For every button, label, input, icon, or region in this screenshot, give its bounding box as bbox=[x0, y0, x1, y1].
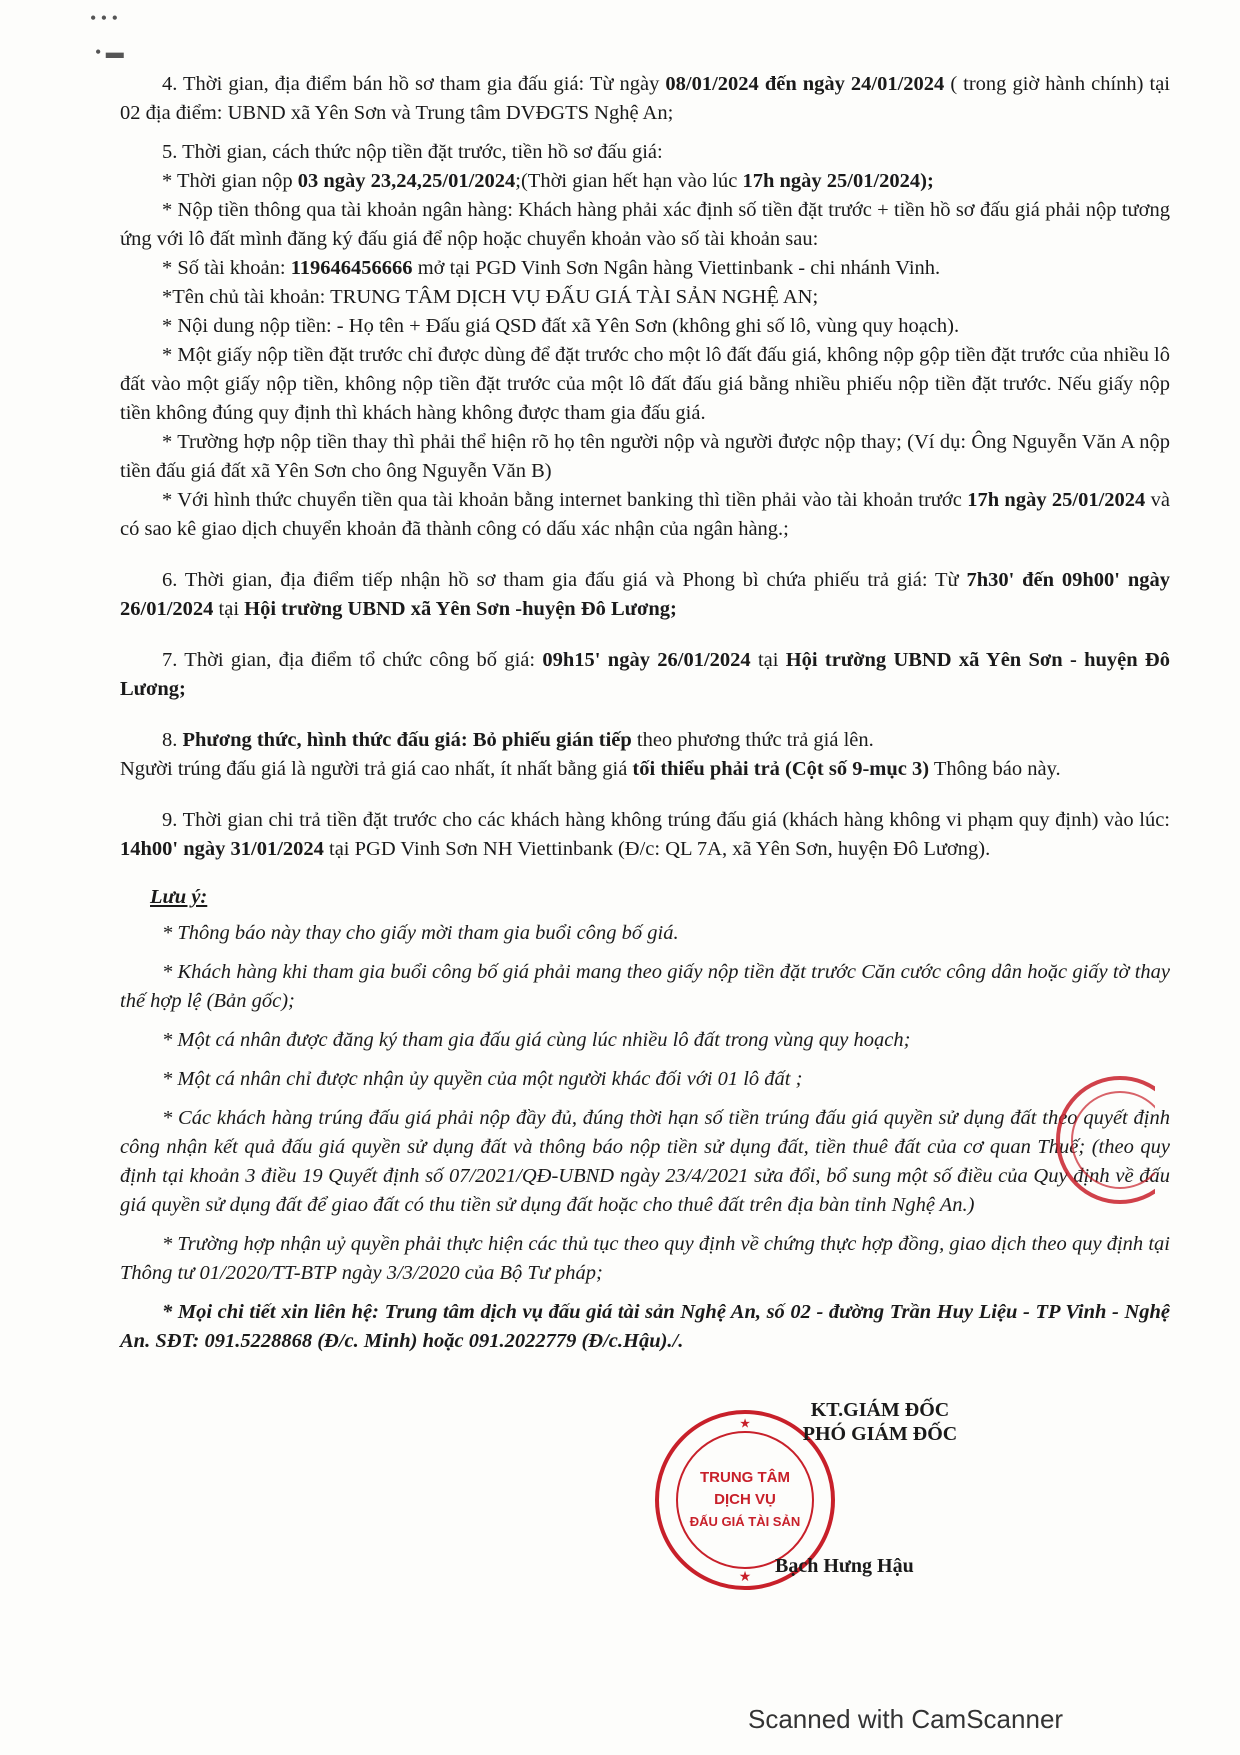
notes-title: Lưu ý: bbox=[150, 886, 208, 908]
section-4: 4. Thời gian, địa điểm bán hồ sơ tham gia đấu giá: Từ ngày 08/01/2024 đến ngày 24/01/2024 ( trong giờ hành chính) tại 02 địa điểm: UBND xã Yên Sơn và Trung tâm DVĐGTS Nghệ An; bbox=[120, 73, 1170, 124]
section-5-deadline: * Thời gian nộp 03 ngày 23,24,25/01/2024;(Thời gian hết hạn vào lúc 17h ngày 25/01/2024); bbox=[162, 170, 934, 192]
document-body bbox=[120, 70, 1170, 1356]
section-6: 6. Thời gian, địa điểm tiếp nhận hồ sơ tham gia đấu giá và Phong bì chứa phiếu trả giá: Từ 7h30' đến 09h00' ngày 26/01/2024 tại Hội trường UBND xã Yên Sơn -huyện Đô Lương; bbox=[120, 569, 1170, 620]
seal-line: DỊCH VỤ bbox=[714, 1491, 776, 1508]
note-item-contact: * Mọi chi tiết xin liên hệ: Trung tâm dịch vụ đấu giá tài sản Nghệ An, số 02 - đường Trần Huy Liệu - TP Vinh - Nghệ An. SĐT: 091.5228868 (Đ/c. Minh) hoặc 091.2022779 (Đ/c.Hậu)./. bbox=[120, 1301, 1170, 1352]
svg-text:★: ★ bbox=[738, 1568, 752, 1584]
seal-line: TRUNG TÂM bbox=[700, 1469, 790, 1486]
signer-name: Bạch Hưng Hậu bbox=[775, 1555, 914, 1577]
section-5-payment-content: * Nội dung nộp tiền: - Họ tên + Đấu giá QSD đất xã Yên Sơn (không ghi số lô, vùng quy hoạch). bbox=[162, 315, 960, 337]
section-9: 9. Thời gian chi trả tiền đặt trước cho các khách hàng không trúng đấu giá (khách hàng không vi phạm quy định) vào lúc: 14h00' ngày 31/01/2024 tại PGD Vinh Sơn NH Viettinbank (Đ/c: QL 7A, xã Yên Sơn, huyện Đô Lương). bbox=[120, 809, 1170, 860]
note-item: * Thông báo này thay cho giấy mời tham gia buổi công bố giá. bbox=[162, 922, 679, 944]
section-5-bank-transfer: * Nộp tiền thông qua tài khoản ngân hàng: Khách hàng phải xác định số tiền đặt trước + tiền hồ sơ đấu giá phải nộp tương ứng với lô đất mình đăng ký đấu giá để nộp hoặc chuyển khoản vào số tài khoản sau: bbox=[120, 199, 1170, 250]
signature-title-2: PHÓ GIÁM ĐỐC bbox=[802, 1423, 958, 1445]
section-8: 8. Phương thức, hình thức đấu giá: Bỏ phiếu gián tiếp theo phương thức trả giá lên. bbox=[162, 729, 874, 751]
section-5-proxy-payment: * Trường hợp nộp tiền thay thì phải thể hiện rõ họ tên người nộp và người được nộp thay; (Ví dụ: Ông Nguyễn Văn A nộp tiền đấu giá đất xã Yên Sơn cho ông Nguyễn Văn B) bbox=[120, 431, 1170, 482]
section-5-account-number: * Số tài khoản: 119646456666 mở tại PGD Vinh Sơn Ngân hàng Viettinbank - chi nhánh Vinh. bbox=[162, 257, 941, 279]
scan-speck: • ▬ bbox=[95, 42, 124, 62]
scan-speck: • • • bbox=[90, 8, 118, 28]
signature-block bbox=[740, 1398, 1020, 1446]
section-5-internet-banking: * Với hình thức chuyển tiền qua tài khoản bằng internet banking thì tiền phải vào tài khoản trước 17h ngày 25/01/2024 và có sao kê giao dịch chuyển khoản đã thành công có dấu xác nhận của ngân hàng.; bbox=[120, 489, 1170, 540]
section-8-winner-rule: Người trúng đấu giá là người trả giá cao nhất, ít nhất bằng giá tối thiểu phải trả (Cột số 9-mục 3) Thông báo này. bbox=[120, 758, 1061, 780]
signature-title-1: KT.GIÁM ĐỐC bbox=[810, 1399, 950, 1421]
section-5-title: 5. Thời gian, cách thức nộp tiền đặt trước, tiền hồ sơ đấu giá: bbox=[162, 141, 663, 163]
section-7: 7. Thời gian, địa điểm tổ chức công bố giá: 09h15' ngày 26/01/2024 tại Hội trường UBND xã Yên Sơn - huyện Đô Lương; bbox=[120, 649, 1170, 700]
note-item: * Một cá nhân được đăng ký tham gia đấu giá cùng lúc nhiều lô đất trong vùng quy hoạch; bbox=[162, 1029, 911, 1051]
note-item: * Khách hàng khi tham gia buổi công bố giá phải mang theo giấy nộp tiền đặt trước Căn cước công dân hoặc giấy tờ thay thế hợp lệ (Bản gốc); bbox=[120, 961, 1170, 1012]
section-5-account-holder: *Tên chủ tài khoản: TRUNG TÂM DỊCH VỤ ĐẤU GIÁ TÀI SẢN NGHỆ AN; bbox=[162, 286, 819, 308]
note-item: * Một cá nhân chỉ được nhận ủy quyền của một người khác đối với 01 lô đất ; bbox=[162, 1068, 803, 1090]
partial-seal-mark bbox=[1045, 1065, 1155, 1220]
svg-text:★: ★ bbox=[740, 1418, 750, 1430]
note-item: * Trường hợp nhận uỷ quyền phải thực hiện các thủ tục theo quy định về chứng thực hợp đồng, giao dịch theo quy định tại Thông tư 01/2020/TT-BTP ngày 3/3/2020 của Bộ Tư pháp; bbox=[120, 1233, 1170, 1284]
scanner-watermark: Scanned with CamScanner bbox=[748, 1704, 1064, 1734]
note-item: * Các khách hàng trúng đấu giá phải nộp đầy đủ, đúng thời hạn số tiền trúng đấu giá quyền sử dụng đất theo quyết định công nhận kết quả đấu giá quyền sử dụng đất và thông báo nộp tiền sử dụng đất, tiền thuê đất của cơ quan Thuế; (theo quy định tại khoản 3 điều 19 Quyết định số 07/2021/QĐ-UBND ngày 23/4/2021 sửa đổi, bổ sung một số điều của Quy định về đấu giá quyền sử dụng đất để giao đất có thu tiền sử dụng đất hoặc cho thuê đất trên địa bàn tỉnh Nghệ An.) bbox=[120, 1107, 1170, 1216]
seal-line: ĐẤU GIÁ TÀI SẢN bbox=[689, 1514, 801, 1529]
section-5-one-slip-rule: * Một giấy nộp tiền đặt trước chỉ được dùng để đặt trước cho một lô đất đấu giá, không nộp gộp tiền đặt trước của nhiều lô đất vào một giấy nộp tiền, không nộp tiền đặt trước của một lô đất đấu giá bằng nhiều phiếu nộp tiền đặt trước. Nếu giấy nộp tiền không đúng quy định thì khách hàng không được tham gia đấu giá. bbox=[120, 344, 1170, 424]
